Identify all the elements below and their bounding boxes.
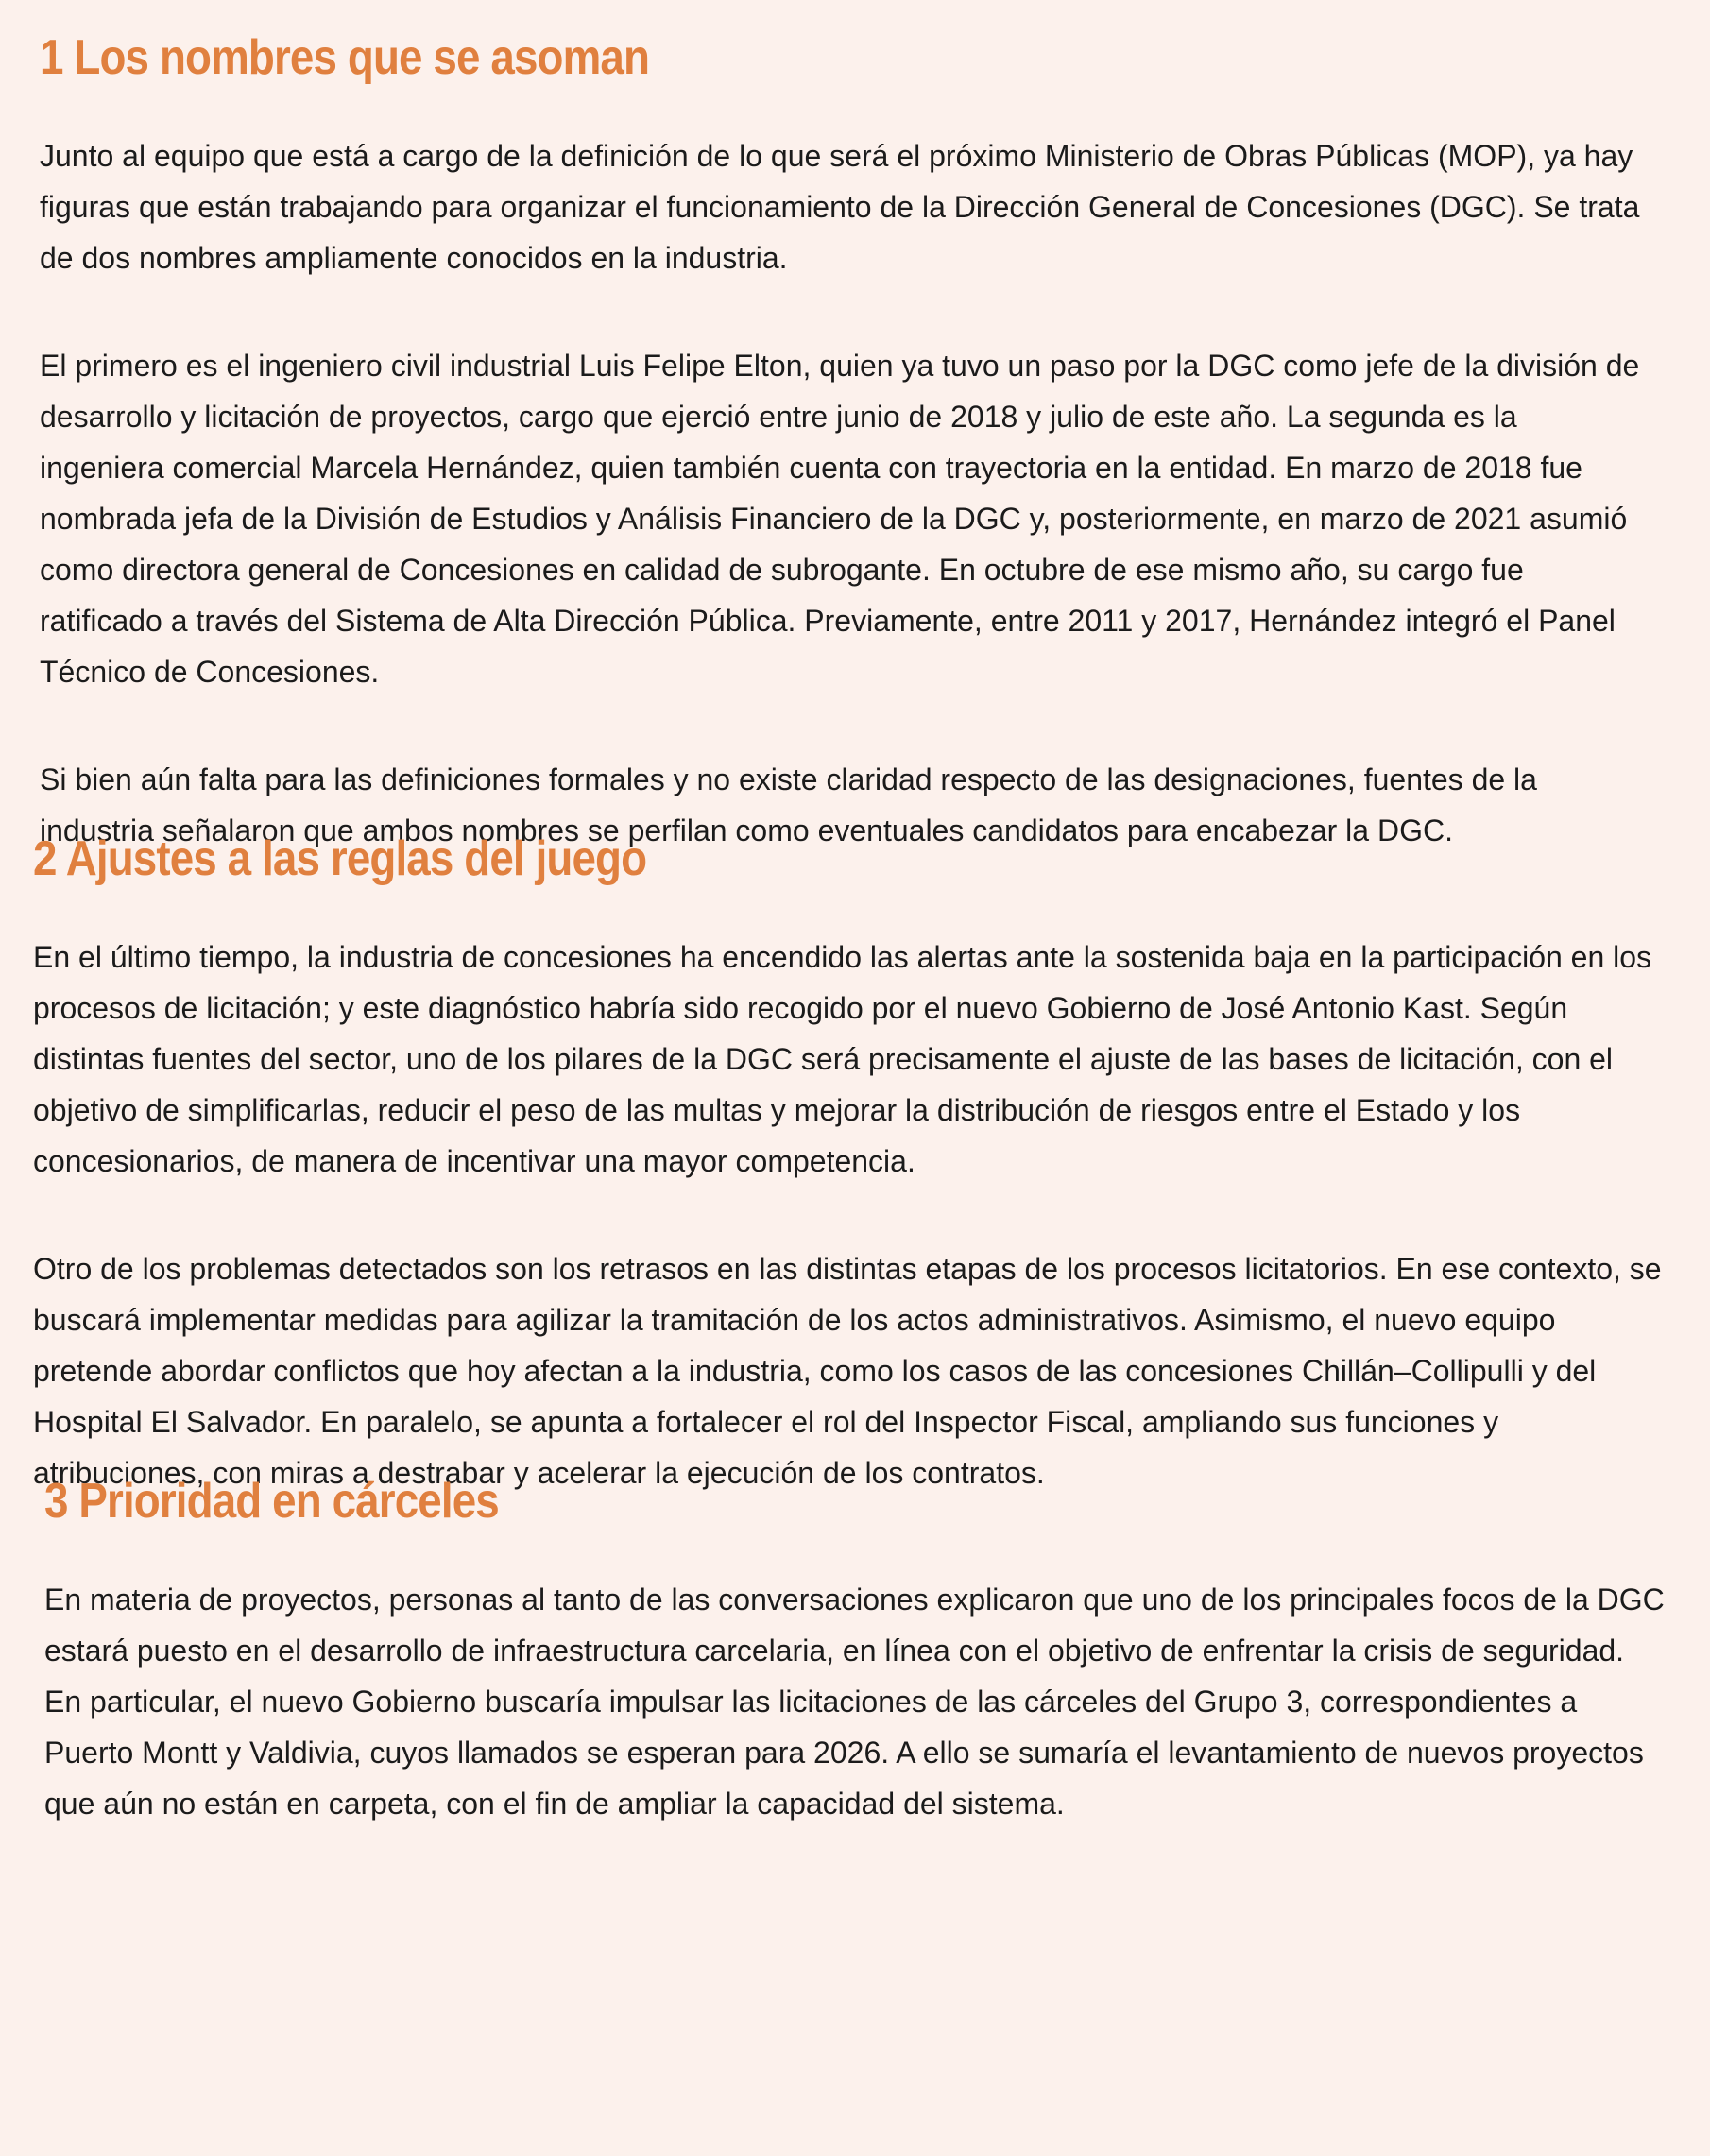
paragraph: Si bien aún falta para las definiciones formales y no existe claridad respecto de las designaciones, fuentes de la industria señalaron que ambos nombres se perfilan como eventuales candidatos para encabezar la DGC. <box>40 762 1537 847</box>
paragraph: El primero es el ingeniero civil industrial Luis Felipe Elton, quien ya tuvo un paso por la DGC como jefe de la división de desarrollo y licitación de proyectos, cargo que ejerció entre junio de 2018 y julio de este año. La segunda es la ingeniera comercial Marcela Hernández, quien también cuenta con trayectoria en la entidad. En marzo de 2018 fue nombrada jefa de la División de Estudios y Análisis Financiero de la DGC y, posteriormente, en marzo de 2021 asumió como directora general de Concesiones en calidad de subrogante. En octubre de ese mismo año, su cargo fue ratificado a través del Sistema de Alta Dirección Pública. Previamente, entre 2011 y 2017, Hernández integró el Panel Técnico de Concesiones. <box>40 349 1640 689</box>
section-los-nombres <box>0 28 1672 856</box>
section-heading-3-text: 3 Prioridad en cárceles <box>44 1474 499 1529</box>
paragraph: Otro de los problemas detectados son los retrasos en las distintas etapas de los procesos licitatorios. En ese contexto, se buscará implementar medidas para agilizar la tramitación de los actos administrativos. Asimismo, el nuevo equipo pretende abordar conflictos que hoy afectan a la industria, como los casos de las concesiones Chillán–Collipulli y del Hospital El Salvador. En paralelo, se apunta a fortalecer el rol del Inspector Fiscal, ampliando sus funciones y atribuciones, con miras a destrabar y acelerar la ejecución de los contratos. <box>33 1252 1662 1490</box>
section-ajustes-reglas <box>0 830 1672 1498</box>
section-heading-2-text: 2 Ajustes a las reglas del juego <box>33 831 647 886</box>
paragraph: En materia de proyectos, personas al tanto de las conversaciones explicaron que uno de los principales focos de la DGC estará puesto en el desarrollo de infraestructura carcelaria, en línea con el objetivo de enfrentar la crisis de seguridad. En particular, el nuevo Gobierno buscaría impulsar las licitaciones de las cárceles del Grupo 3, correspondientes a Puerto Montt y Valdivia, cuyos llamados se esperan para 2026. A ello se sumaría el levantamiento de nuevos proyectos que aún no están en carpeta, con el fin de ampliar la capacidad del sistema. <box>44 1583 1665 1821</box>
section-prioridad-carceles <box>0 1472 1672 1829</box>
section-heading-1 <box>40 28 1672 87</box>
section-heading-1-text: 1 Los nombres que se asoman <box>40 30 650 85</box>
paragraph: En el último tiempo, la industria de concesiones ha encendido las alertas ante la sostenida baja en la participación en los procesos de licitación; y este diagnóstico habría sido recogido por el nuevo Gobierno de José Antonio Kast. Según distintas fuentes del sector, uno de los pilares de la DGC será precisamente el ajuste de las bases de licitación, con el objetivo de simplificarlas, reducir el peso de las multas y mejorar la distribución de riesgos entre el Estado y los concesionarios, de manera de incentivar una mayor competencia. <box>33 940 1652 1178</box>
paragraph: Junto al equipo que está a cargo de la definición de lo que será el próximo Ministerio de Obras Públicas (MOP), ya hay figuras que están trabajando para organizar el funcionamiento de la Dirección General de Concesiones (DGC). Se trata de dos nombres ampliamente conocidos en la industria. <box>40 139 1640 275</box>
